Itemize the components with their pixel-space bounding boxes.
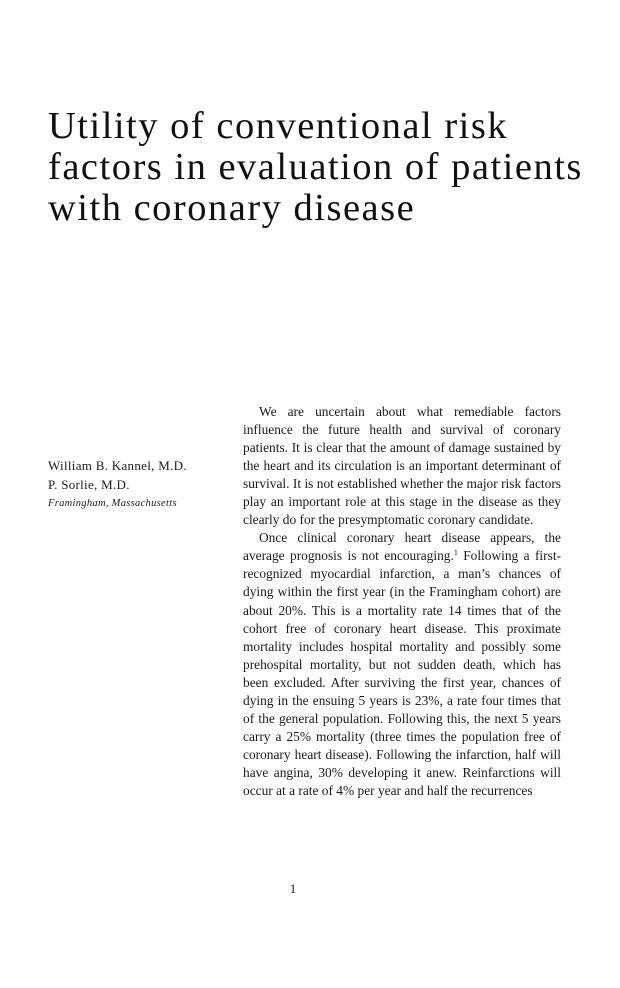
paragraph-text: Following a first-recognized myocardial infarction, a man’s chances of dying within the first year (in the Framingham cohort) are about 20%. This is a mortality rate 14 times that of the cohort free of coronary heart disease. This proximate mortality includes hospital mortality and possibly some prehospital mortality, but not sudden death, which has been excluded. After surviving the first year, chances of dying in the ensuing 5 years is 23%, a rate four times that of the general population. Following this, the next 5 years carry a 25% mortality (three times the population free of coronary heart disease). Following the infarction, half will have angina, 30% developing it anew. Reinfarctions will occur at a rate of 4% per year and half the recurrences bbox=[243, 548, 561, 798]
page-number: 1 bbox=[289, 881, 297, 896]
title-line: Utility of conventional risk bbox=[48, 105, 509, 147]
author-name: William B. Kannel, M.D. bbox=[48, 458, 187, 473]
title-line: factors in evaluation of patients bbox=[48, 146, 583, 188]
body-text bbox=[243, 403, 561, 800]
author-name: P. Sorlie, M.D. bbox=[48, 477, 130, 492]
paragraph-text: Once clinical coronary heart disease appears, the average prognosis is not encouraging. bbox=[243, 530, 561, 564]
author-block bbox=[48, 456, 228, 513]
reference-marker: 1 bbox=[453, 548, 458, 558]
body-paragraph: We are uncertain about what remediable factors influence the future health and survival of coronary patients. It is clear that the amount of damage sustained by the heart and its circulation is an important determinant of survival. It is not established whether the major risk factors play an important role at this stage in the disease as they clearly do for the presymptomatic coronary candidate. bbox=[243, 404, 561, 528]
author-affiliation: Framingham, Massachusetts bbox=[48, 498, 177, 509]
article-title bbox=[48, 106, 588, 229]
body-paragraph bbox=[243, 529, 561, 800]
title-line: with coronary disease bbox=[48, 187, 416, 229]
